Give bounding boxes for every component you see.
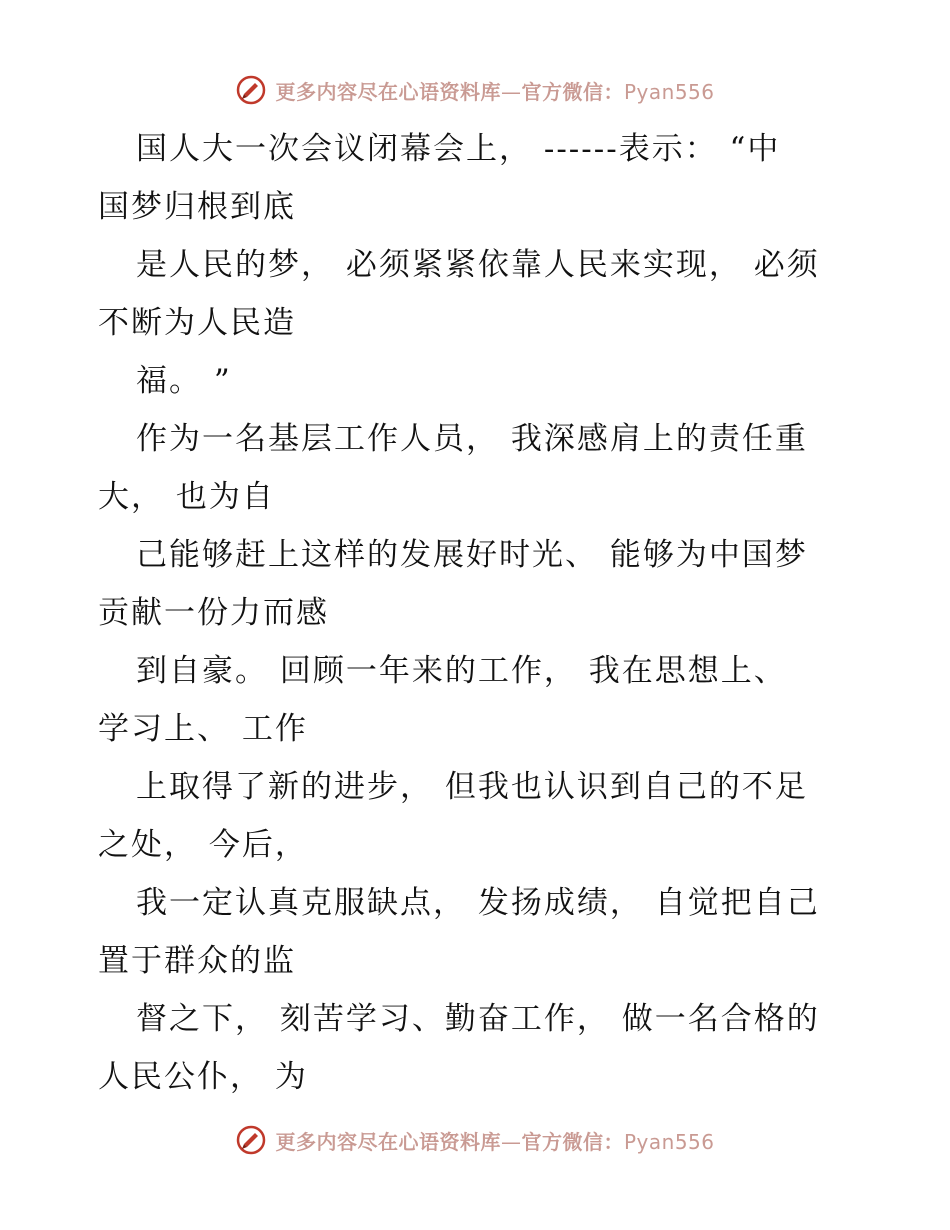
text-line: 督之下， 刻苦学习、勤奋工作， 做一名合格的	[136, 1001, 820, 1037]
text-line: 之处， 今后，	[98, 827, 308, 863]
text-line: 人民公仆， 为	[98, 1059, 308, 1095]
text-line: 福。 ”	[136, 363, 232, 399]
text-line: 己能够赶上这样的发展好时光、 能够为中国梦	[136, 537, 808, 573]
text-line: 大， 也为自	[98, 479, 275, 515]
text-line: 贡献一份力而感	[98, 595, 329, 631]
text-line: 我一定认真克服缺点， 发扬成绩， 自觉把自己	[136, 885, 820, 921]
text-line: 到自豪。 回顾一年来的工作， 我在思想上、	[136, 653, 787, 689]
text-line: 作为一名基层工作人员， 我深感肩上的责任重	[136, 421, 808, 457]
text-line: 置于群众的监	[98, 943, 296, 979]
text-line: 上取得了新的进步， 但我也认识到自己的不足	[136, 769, 808, 805]
watermark-text: 更多内容尽在心语资料库—官方微信：Pyan556	[275, 1129, 715, 1154]
text-line: 国人大一次会议闭幕会上， ------表示： “中	[136, 131, 781, 167]
book-pen-logo-icon	[235, 74, 267, 106]
text-line: 是人民的梦， 必须紧紧依靠人民来实现， 必须	[136, 247, 820, 283]
book-pen-logo-icon	[235, 1124, 267, 1156]
text-line: 国梦归根到底	[98, 189, 296, 225]
header-watermark	[0, 70, 950, 110]
text-line: 不断为人民造	[98, 305, 296, 341]
footer-watermark	[0, 1120, 950, 1160]
text-line: 学习上、 工作	[98, 711, 308, 747]
watermark-text: 更多内容尽在心语资料库—官方微信：Pyan556	[275, 79, 715, 104]
document-body	[98, 120, 858, 1106]
